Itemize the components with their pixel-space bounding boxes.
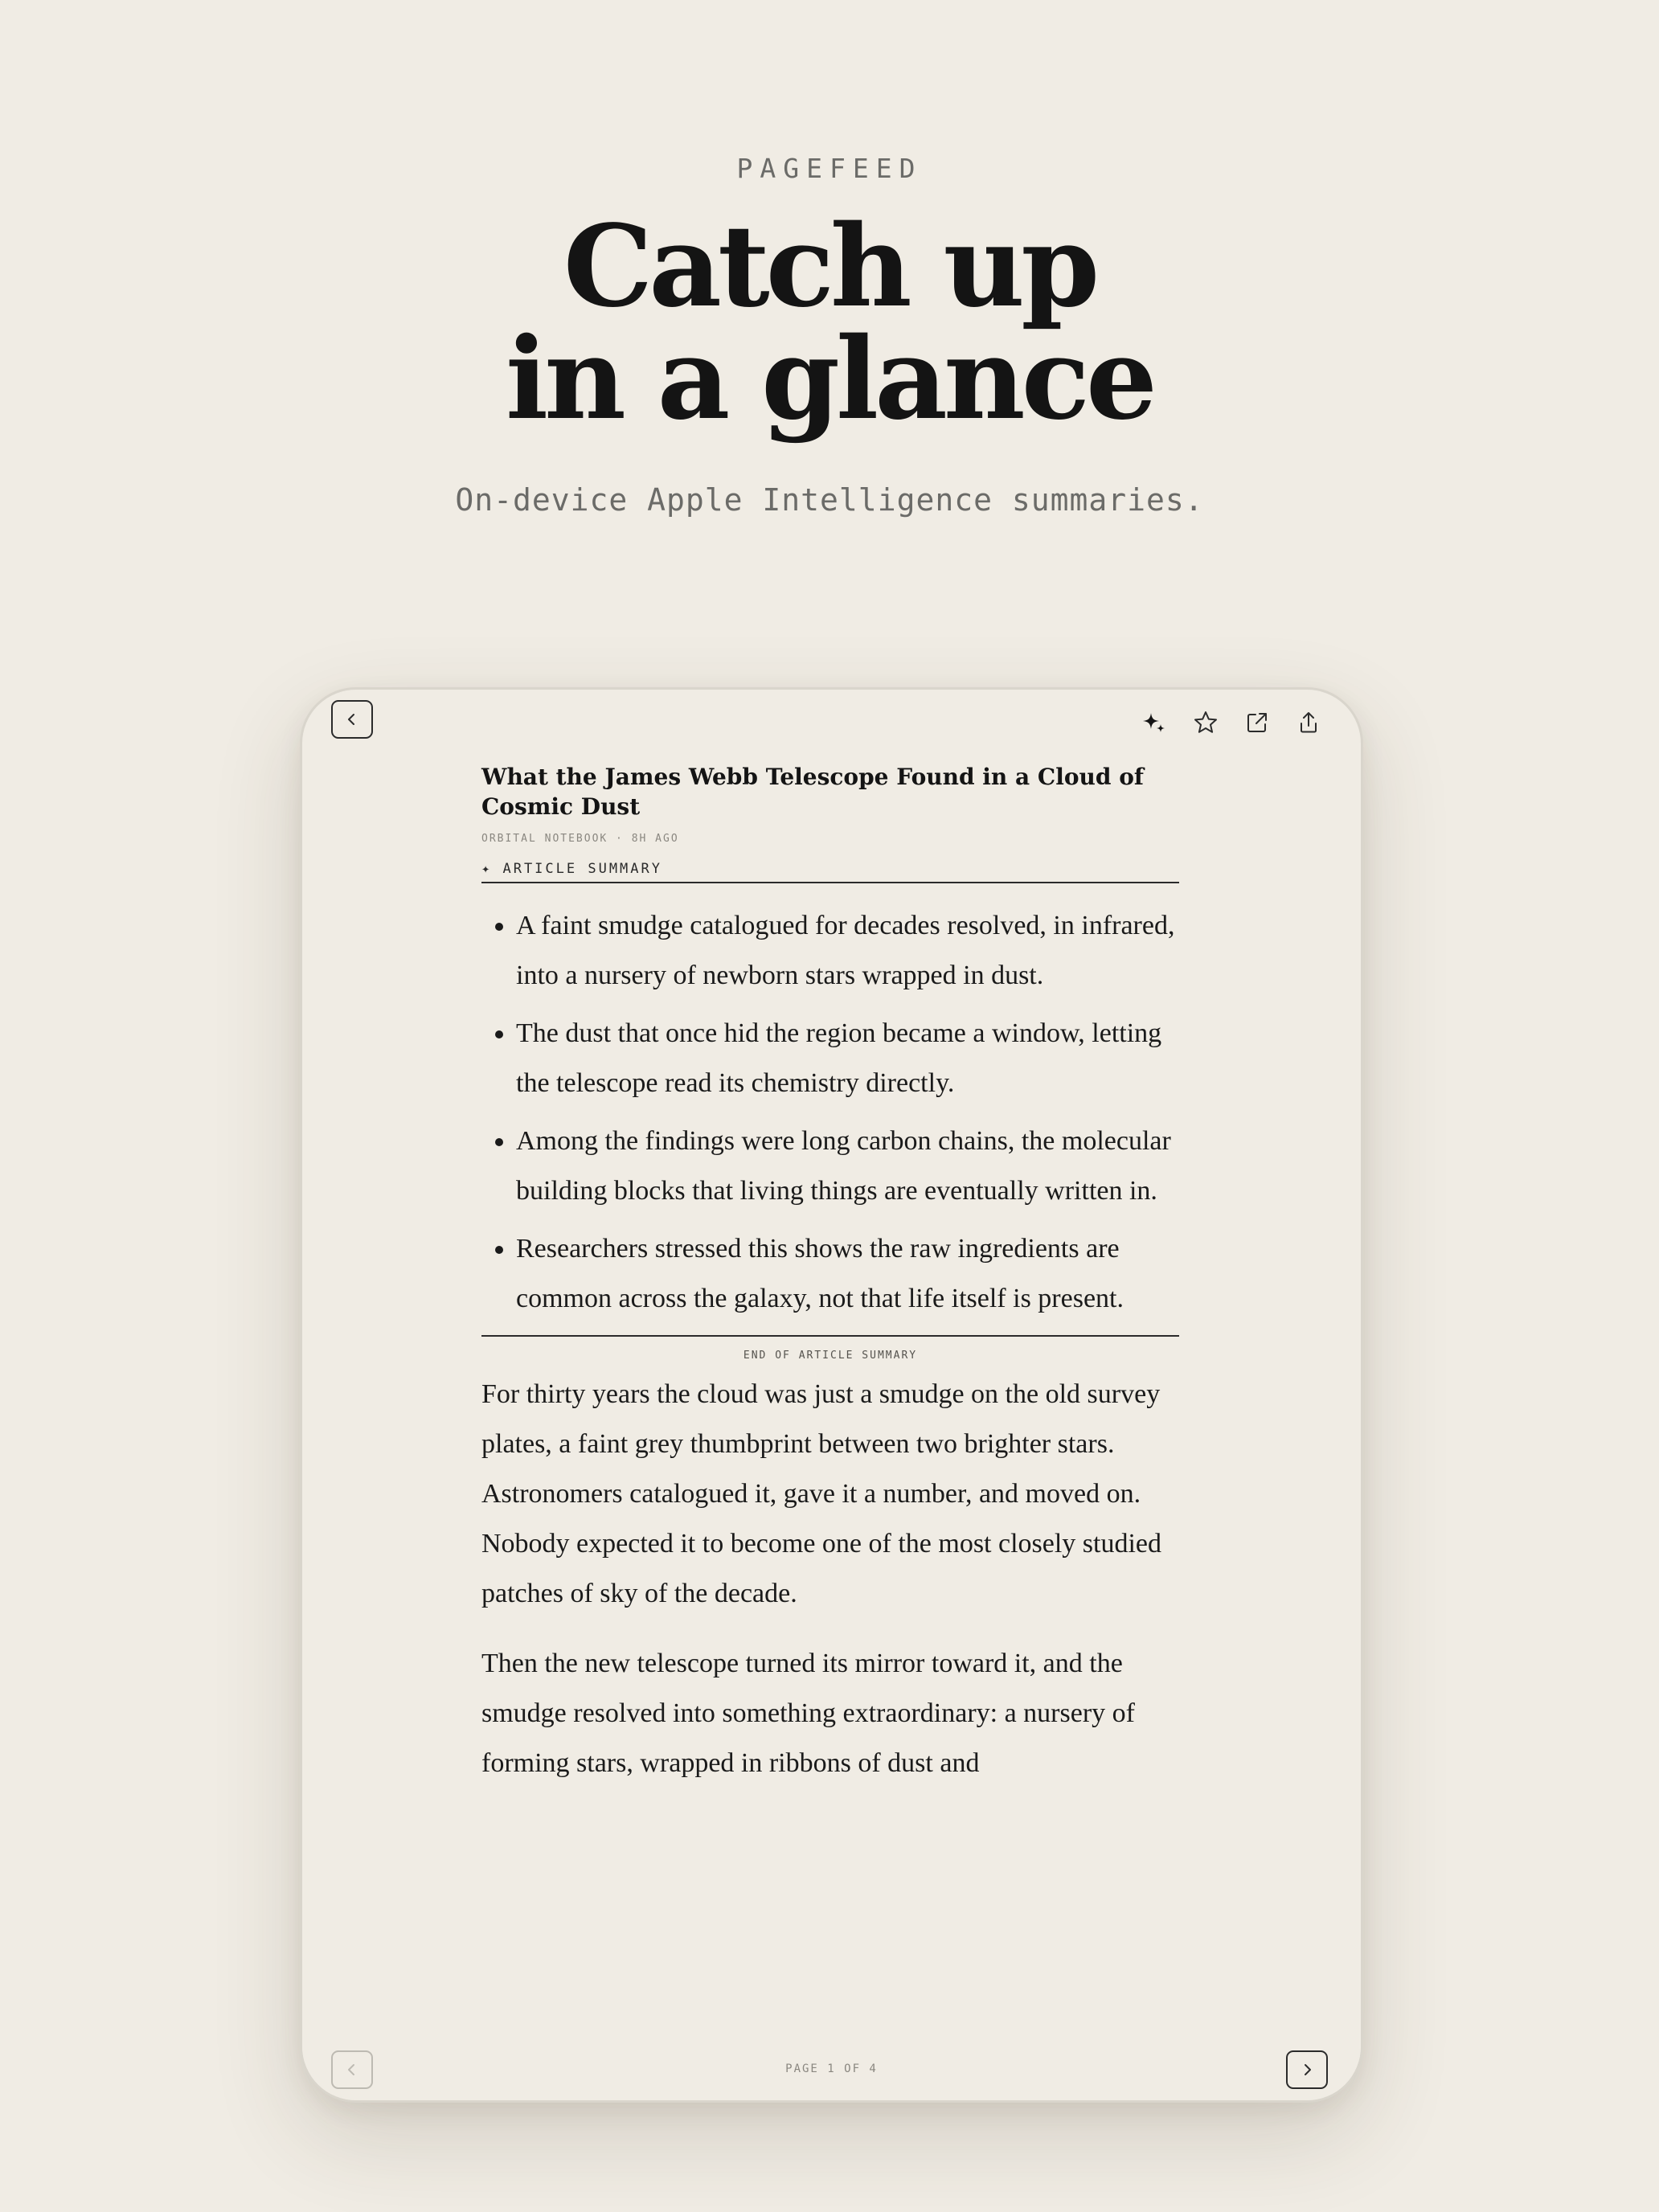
- subhead: On-device Apple Intelligence summaries.: [455, 482, 1204, 518]
- article-meta: ORBITAL NOTEBOOK · 8H AGO: [481, 833, 679, 845]
- share-icon: [1296, 710, 1321, 735]
- headline-line-1: Catch up: [563, 201, 1096, 333]
- summarize-button[interactable]: [1140, 708, 1169, 737]
- article-title: What the James Webb Telescope Found in a Cloud of Cosmic Dust: [481, 764, 1144, 820]
- headline: [0, 201, 1659, 445]
- star-icon: [1193, 710, 1219, 735]
- sparkles-icon: [1141, 710, 1167, 735]
- article-paragraph: For thirty years the cloud was just a smudge on the old survey plates, a faint grey thumbprint between two brighter stars. Astronomers catalogued it, gave it a number, and moved on. Nobody expected it to become one of the most closely studied patches of sky of the decade.: [481, 1379, 1162, 1608]
- article-paragraph: Then the new telescope turned its mirror toward it, and the smudge resolved into something extraordinary: a nursery of forming stars, wrapped in ribbons of dust and: [481, 1649, 1135, 1778]
- summary-item: • The dust that once hid the region became a window, letting the telescope read its chemistry directly.: [516, 1009, 1179, 1108]
- open-in-browser-button[interactable]: [1243, 708, 1272, 737]
- summary-label: ✦ ARTICLE SUMMARY: [481, 861, 1179, 883]
- page-indicator: PAGE 1 OF 4: [785, 2062, 878, 2075]
- favorite-button[interactable]: [1191, 708, 1220, 737]
- bottom-bar: [302, 1976, 1361, 2100]
- open-external-icon: [1244, 710, 1270, 735]
- back-button[interactable]: [331, 700, 373, 739]
- share-button[interactable]: [1294, 708, 1323, 737]
- summary-item: • Among the findings were long carbon chains, the molecular building blocks that living things are eventually written in.: [516, 1116, 1179, 1216]
- summary-end-label: END OF ARTICLE SUMMARY: [481, 1335, 1179, 1362]
- summary-item: • Researchers stressed this shows the raw ingredients are common across the galaxy, not that life itself is present.: [516, 1224, 1179, 1324]
- chevron-left-icon: [344, 711, 360, 727]
- next-page-button[interactable]: [1286, 2050, 1328, 2089]
- chevron-right-icon: [1299, 2062, 1315, 2078]
- article: [481, 762, 1179, 1788]
- headline-line-2: in a glance: [505, 313, 1154, 445]
- brand-label: PAGEFEED: [736, 153, 923, 184]
- summary-list: [481, 901, 1179, 1324]
- tablet-frame: [300, 687, 1363, 2103]
- summary-item: • A faint smudge catalogued for decades resolved, in infrared, into a nursery of newborn stars wrapped in dust.: [516, 901, 1179, 1001]
